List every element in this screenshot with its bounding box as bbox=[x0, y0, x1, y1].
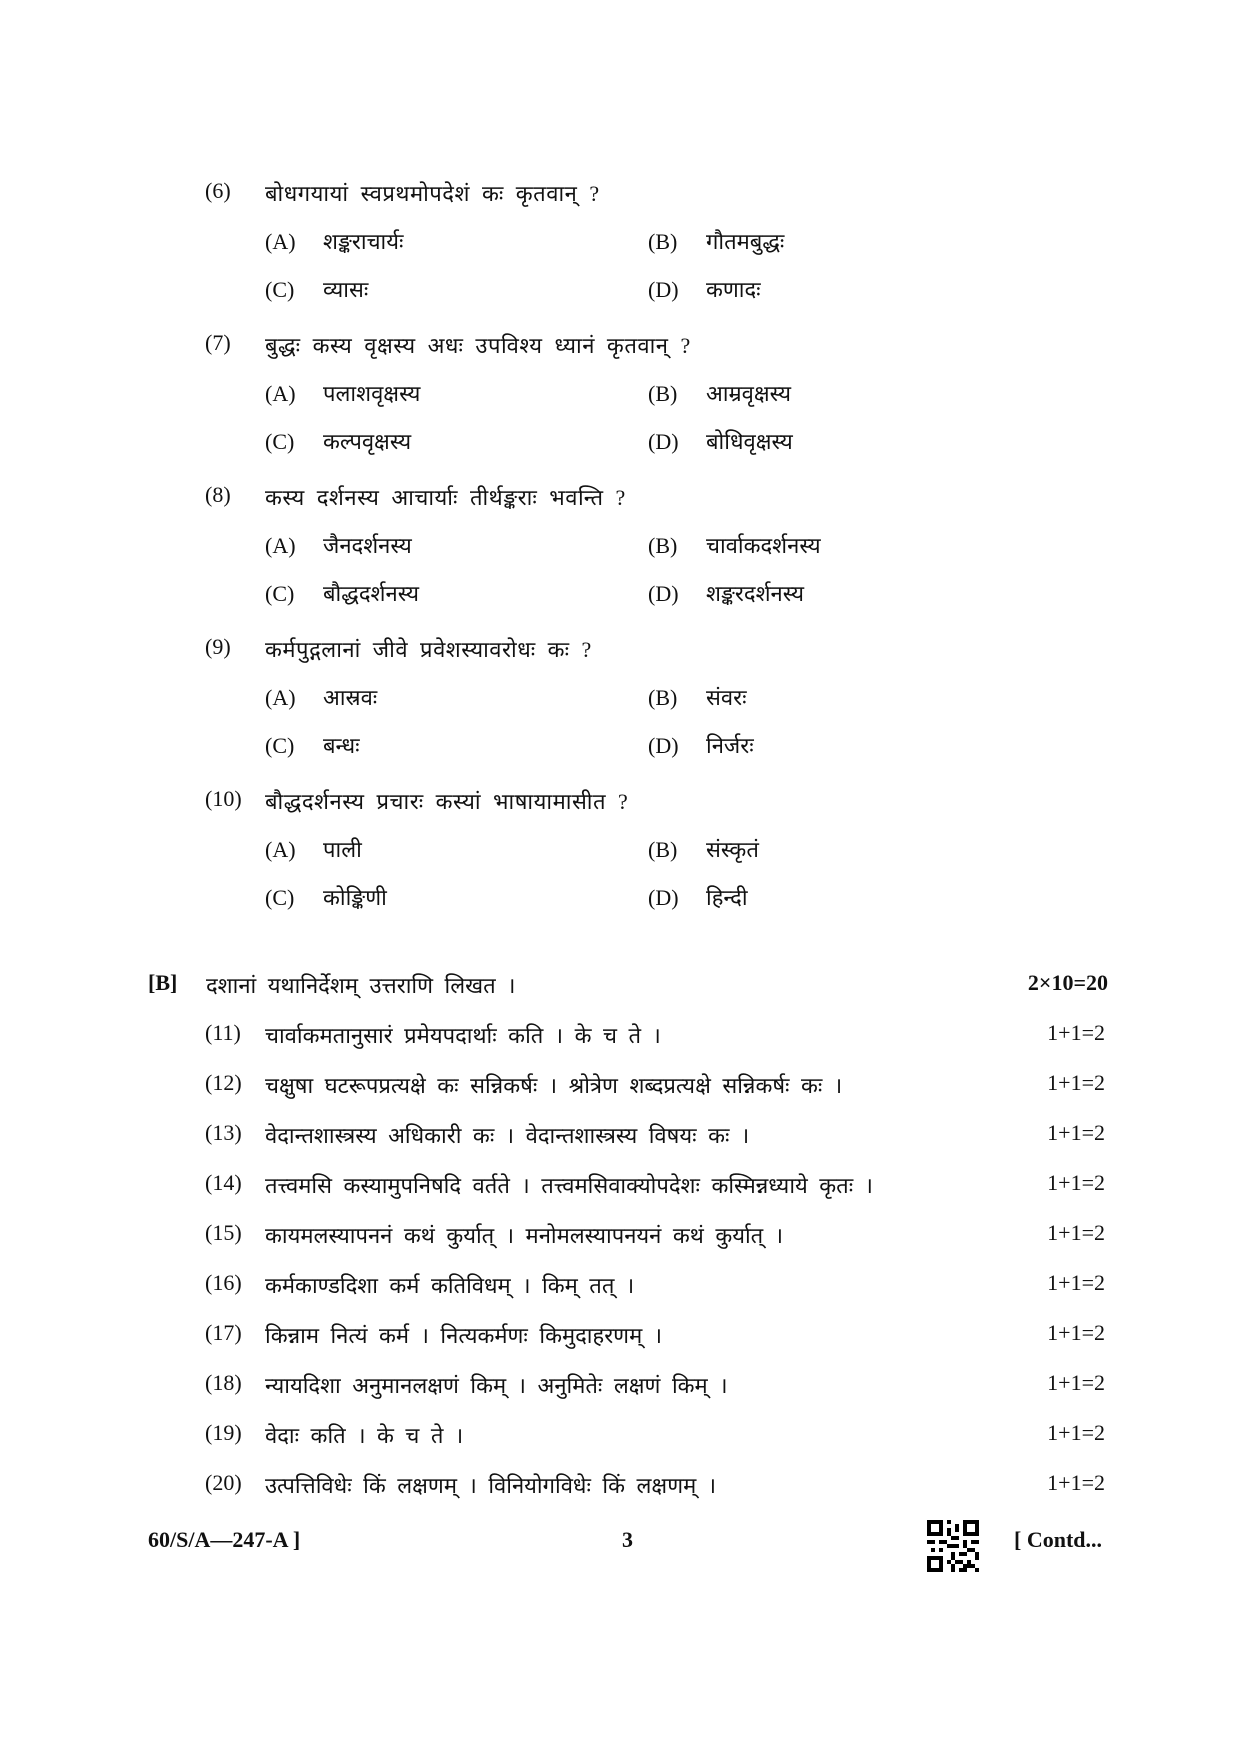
question-number: (8) bbox=[205, 482, 231, 507]
section-label: [B] bbox=[148, 970, 178, 995]
question-text: बौद्धदर्शनस्य प्रचारः कस्यां भाषायामासीत ? bbox=[265, 789, 629, 814]
paper-code: 60/S/A—247-A ] bbox=[148, 1527, 301, 1552]
question-text: बोधगयायां स्वप्रथमोपदेशं कः कृतवान् ? bbox=[265, 181, 600, 206]
option-c: (C) बन्धः bbox=[265, 733, 360, 758]
marks: 1+1=2 bbox=[1047, 1070, 1105, 1095]
option-c: (C) व्यासः bbox=[265, 277, 369, 302]
option-b: (B) आम्रवृक्षस्य bbox=[648, 381, 791, 406]
marks: 1+1=2 bbox=[1047, 1270, 1105, 1295]
section-marks: 2×10=20 bbox=[1027, 970, 1108, 995]
section-instruction: दशानां यथानिर्देशम् उत्तराणि लिखत । bbox=[206, 973, 516, 998]
marks: 1+1=2 bbox=[1047, 1170, 1105, 1195]
marks: 1+1=2 bbox=[1047, 1220, 1105, 1245]
marks: 1+1=2 bbox=[1047, 1020, 1105, 1045]
option-b: (B) संवरः bbox=[648, 685, 747, 710]
option-a: (A) पाली bbox=[265, 837, 362, 862]
question-text: बुद्धः कस्य वृक्षस्य अधः उपविश्य ध्यानं कृतवान् ? bbox=[265, 333, 691, 358]
option-a: (A) आस्रवः bbox=[265, 685, 378, 710]
page-number: 3 bbox=[622, 1527, 633, 1552]
qr-code-icon bbox=[927, 1520, 979, 1572]
question-number: (9) bbox=[205, 634, 231, 659]
question-number: (7) bbox=[205, 330, 231, 355]
option-c: (C) कल्पवृक्षस्य bbox=[265, 429, 412, 454]
option-a: (A) शङ्कराचार्यः bbox=[265, 229, 404, 254]
option-d: (D) निर्जरः bbox=[648, 733, 754, 758]
option-b: (B) चार्वाकदर्शनस्य bbox=[648, 533, 821, 558]
option-a: (A) जैनदर्शनस्य bbox=[265, 533, 412, 558]
option-b: (B) गौतमबुद्धः bbox=[648, 229, 785, 254]
marks: 1+1=2 bbox=[1047, 1120, 1105, 1145]
option-d: (D) हिन्दी bbox=[648, 885, 748, 910]
marks: 1+1=2 bbox=[1047, 1320, 1105, 1345]
exam-page: (6) बोधगयायां स्वप्रथमोपदेशं कः कृतवान् ? (A) शङ्कराचार्यः (B) गौतमबुद्धः (C) व्यासः (D) कणादः (7) बुद्धः कस्य वृक्षस्य अधः उपविश्य ध्यानं कृतवान् ? (A) पलाशवृक्षस्य (B) आम्रवृक्षस्य (C) कल्पवृक्षस्य (D) बोधिवृक्षस्य (8) कस्य दर्शनस्य आचार्याः तीर्थङ्कराः भवन्ति ? (A) जैनदर्शनस्य (B) चार्वाकदर्शनस्य (C) बौद्धदर्शनस्य (D) शङ्करदर्शनस्य (9) कर्मपुद्गलानां जीवे प्रवेशस्यावरोधः कः ? (A) आस्रवः (B) संवरः (C) बन्धः (D) निर्जरः (10) बौद्धदर्शनस्य प्रचारः कस्यां भाषायामासीत ? (A) पाली (B) संस्कृतं (C) कोङ्किणी (D) हिन्दी [B] दशानां यथानिर्देशम् उत्तराणि लिखत । 2×10=20 (11) चार्वाकमतानुसारं प्रमेयपदार्थाः कति । के च ते । 1+1=2 (12) चक्षुषा घटरूपप्रत्यक्षे कः सन्निकर्षः । श्रोत्रेण शब्दप्रत्यक्षे सन्निकर्षः कः । 1+1=2 (13) वेदान्तशास्त्रस्य अधिकारी कः । वेदान्तशास्त्रस्य विषयः कः । 1+1=2 (14) तत्त्वमसि कस्यामुपनिषदि वर्तते । तत्त्वमसिवाक्योपदेशः कस्मिन्नध्याये कृतः । 1+1=2 (15) कायमलस्यापननं कथं कुर्यात् । मनोमलस्यापनयनं कथं कुर्यात् । 1+1=2 (16) कर्मकाण्डदिशा कर्म कतिविधम् । किम् तत् । 1+1=2 (17) किन्नाम नित्यं कर्म । नित्यकर्मणः किमुदाहरणम् । 1+1=2 (18) न्यायदिशा अनुमानलक्षणं किम् । अनुमितेः लक्षणं किम् । 1+1=2 (19) वेदाः कति । के च ते । 1+1=2 (20) उत्पत्तिविधेः किं लक्षणम् । विनियोगविधेः किं लक्षणम् । 1+1=2 60/S/A—247-A ] 3 [ Contd... bbox=[0, 0, 1240, 1753]
option-a: (A) पलाशवृक्षस्य bbox=[265, 381, 421, 406]
option-d: (D) शङ्करदर्शनस्य bbox=[648, 581, 805, 606]
option-c: (C) बौद्धदर्शनस्य bbox=[265, 581, 420, 606]
question-text: कस्य दर्शनस्य आचार्याः तीर्थङ्कराः भवन्ति ? bbox=[265, 485, 626, 510]
marks: 1+1=2 bbox=[1047, 1420, 1105, 1445]
option-c: (C) कोङ्किणी bbox=[265, 885, 387, 910]
marks: 1+1=2 bbox=[1047, 1470, 1105, 1495]
contd-label: [ Contd... bbox=[1014, 1527, 1103, 1552]
option-d: (D) कणादः bbox=[648, 277, 761, 302]
question-number: (10) bbox=[205, 786, 242, 811]
question-number: (6) bbox=[205, 178, 231, 203]
option-b: (B) संस्कृतं bbox=[648, 837, 759, 862]
marks: 1+1=2 bbox=[1047, 1370, 1105, 1395]
question-text: कर्मपुद्गलानां जीवे प्रवेशस्यावरोधः कः ? bbox=[265, 637, 592, 662]
option-d: (D) बोधिवृक्षस्य bbox=[648, 429, 793, 454]
